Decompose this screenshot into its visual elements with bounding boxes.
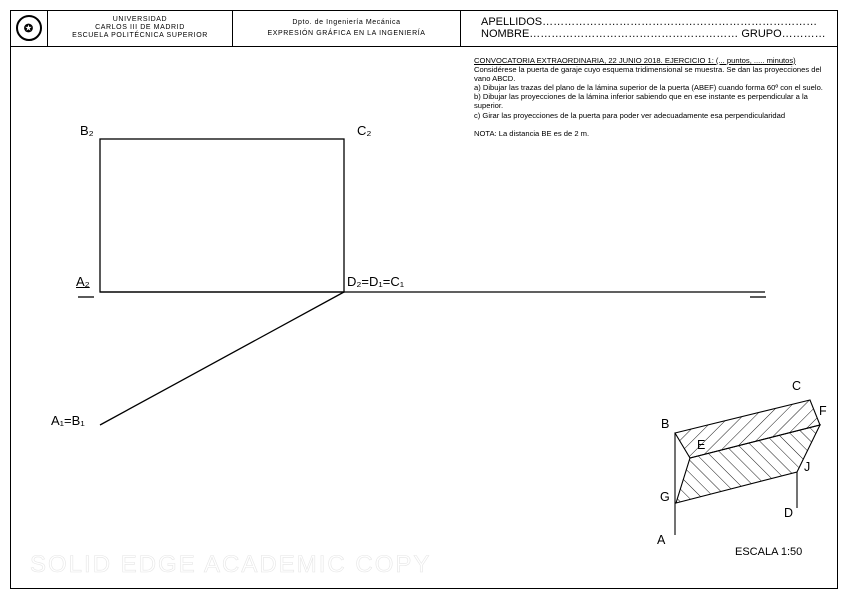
sketch-label-b: B (661, 417, 670, 431)
statement-line: a) Dibujar las trazas del plano de la lámina superior de la puerta (ABEF) cuando forma 60º con el suelo. (474, 83, 823, 93)
label-c2: C₂ (357, 123, 372, 138)
university-logo-icon: ✪ (16, 15, 42, 41)
scale-label: ESCALA 1:50 (735, 546, 803, 558)
sketch-label-d: D (784, 506, 794, 520)
watermark: SOLID EDGE ACADEMIC COPY (30, 551, 432, 578)
opening-horizontal-projection (100, 292, 344, 425)
exercise-title: CONVOCATORIA EXTRAORDINARIA, 22 JUNIO 2018. EJERCICIO 1: (... puntos, ..... minutos) (474, 56, 796, 65)
sketch-label-j: J (804, 460, 811, 474)
university-line: ESCUELA POLITÉCNICA SUPERIOR (72, 32, 208, 39)
university-line: CARLOS III DE MADRID (95, 24, 185, 31)
statement-line: c) Girar las proyecciones de la puerta para poder ver adecuadamente esa perpendicularidad (474, 110, 786, 120)
statement-note: NOTA: La distancia BE es de 2 m. (474, 128, 590, 138)
sketch-label-e: E (697, 438, 706, 452)
label-d2-d1-c1: D₂=D₁=C₁ (347, 274, 405, 289)
department-line: EXPRESIÓN GRÁFICA EN LA INGENIERÍA (267, 29, 426, 37)
university-line: UNIVERSIDAD (112, 16, 168, 23)
statement-line: Considérese la puerta de garaje cuyo esquema tridimensional se muestra. Se dan las proyecciones del vano ABCD. (474, 65, 822, 84)
nombre-grupo-field[interactable]: NOMBRE………………………………………………… GRUPO………… (481, 28, 826, 40)
label-b2: B₂ (80, 123, 94, 138)
label-a2: A₂ (76, 274, 90, 289)
department-line: Dpto. de Ingeniería Mecánica (292, 18, 401, 26)
statement-line: b) Dibujar las proyecciones de la lámina inferior sabiendo que en ese instante es perpendicular a la superior. (474, 92, 808, 111)
opening-vertical-projection (100, 139, 344, 292)
sketch-label-g: G (660, 490, 670, 504)
sketch-label-a: A (657, 533, 666, 547)
label-a1-b1: A₁=B₁ (51, 413, 85, 428)
sketch-label-f: F (819, 404, 827, 418)
apellidos-field[interactable]: APELLIDOS………………………………………………………………… (481, 16, 818, 28)
sketch-label-c: C (792, 379, 802, 393)
